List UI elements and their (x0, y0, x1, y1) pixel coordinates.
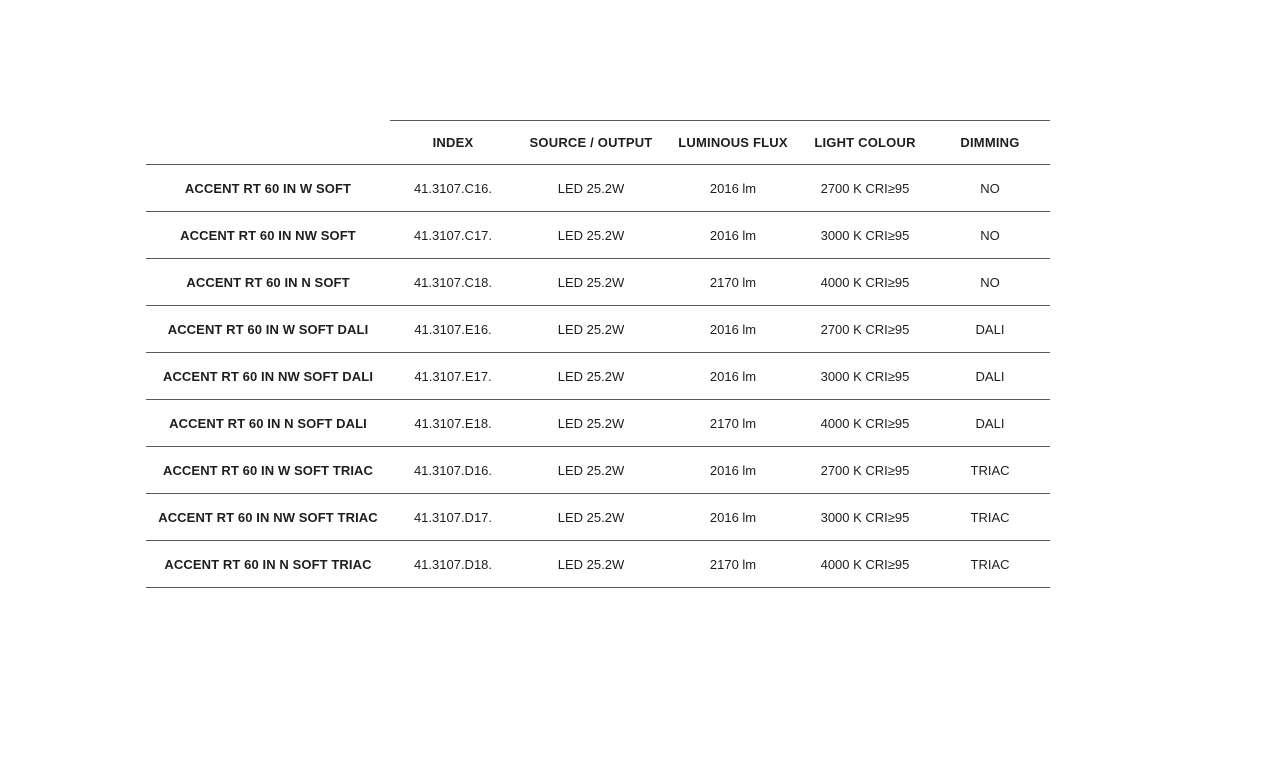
cell-source: LED 25.2W (516, 165, 666, 212)
cell-index: 41.3107.D16. (390, 447, 516, 494)
cell-source: LED 25.2W (516, 494, 666, 541)
table-row (146, 400, 1050, 447)
table-row (146, 212, 1050, 259)
cell-flux: 2016 lm (666, 353, 800, 400)
product-name: ACCENT RT 60 IN NW SOFT TRIAC (146, 494, 390, 541)
cell-colour: 3000 K CRI≥95 (800, 212, 930, 259)
cell-index: 41.3107.D17. (390, 494, 516, 541)
spec-table-container (146, 120, 1050, 588)
cell-dimming: NO (930, 259, 1050, 306)
cell-colour: 4000 K CRI≥95 (800, 541, 930, 588)
product-name: ACCENT RT 60 IN W SOFT (146, 165, 390, 212)
cell-flux: 2016 lm (666, 212, 800, 259)
cell-flux: 2016 lm (666, 447, 800, 494)
product-name: ACCENT RT 60 IN N SOFT DALI (146, 400, 390, 447)
cell-index: 41.3107.D18. (390, 541, 516, 588)
cell-dimming: TRIAC (930, 447, 1050, 494)
cell-flux: 2170 lm (666, 541, 800, 588)
table-row (146, 494, 1050, 541)
product-name: ACCENT RT 60 IN W SOFT TRIAC (146, 447, 390, 494)
cell-source: LED 25.2W (516, 447, 666, 494)
cell-colour: 4000 K CRI≥95 (800, 259, 930, 306)
cell-index: 41.3107.C16. (390, 165, 516, 212)
table-row (146, 353, 1050, 400)
cell-source: LED 25.2W (516, 541, 666, 588)
product-name: ACCENT RT 60 IN NW SOFT (146, 212, 390, 259)
cell-colour: 2700 K CRI≥95 (800, 165, 930, 212)
col-header-flux: LUMINOUS FLUX (666, 121, 800, 165)
product-spec-table (146, 120, 1050, 588)
cell-source: LED 25.2W (516, 400, 666, 447)
cell-colour: 2700 K CRI≥95 (800, 447, 930, 494)
cell-dimming: NO (930, 212, 1050, 259)
col-header-dimming: DIMMING (930, 121, 1050, 165)
cell-colour: 2700 K CRI≥95 (800, 306, 930, 353)
col-header-source: SOURCE / OUTPUT (516, 121, 666, 165)
cell-flux: 2170 lm (666, 259, 800, 306)
col-header-index: INDEX (390, 121, 516, 165)
cell-colour: 4000 K CRI≥95 (800, 400, 930, 447)
cell-dimming: TRIAC (930, 541, 1050, 588)
cell-index: 41.3107.C17. (390, 212, 516, 259)
table-row (146, 259, 1050, 306)
product-name: ACCENT RT 60 IN N SOFT TRIAC (146, 541, 390, 588)
cell-dimming: NO (930, 165, 1050, 212)
cell-source: LED 25.2W (516, 353, 666, 400)
cell-index: 41.3107.E18. (390, 400, 516, 447)
table-row (146, 306, 1050, 353)
header-spacer-cell (146, 121, 390, 165)
product-name: ACCENT RT 60 IN NW SOFT DALI (146, 353, 390, 400)
cell-flux: 2016 lm (666, 494, 800, 541)
col-header-colour: LIGHT COLOUR (800, 121, 930, 165)
cell-index: 41.3107.E17. (390, 353, 516, 400)
cell-dimming: DALI (930, 306, 1050, 353)
cell-dimming: DALI (930, 353, 1050, 400)
table-row (146, 447, 1050, 494)
table-row (146, 165, 1050, 212)
cell-dimming: TRIAC (930, 494, 1050, 541)
product-name: ACCENT RT 60 IN N SOFT (146, 259, 390, 306)
cell-flux: 2016 lm (666, 165, 800, 212)
cell-flux: 2170 lm (666, 400, 800, 447)
table-row (146, 541, 1050, 588)
cell-source: LED 25.2W (516, 306, 666, 353)
cell-flux: 2016 lm (666, 306, 800, 353)
cell-source: LED 25.2W (516, 259, 666, 306)
cell-source: LED 25.2W (516, 212, 666, 259)
header-row (146, 121, 1050, 165)
cell-colour: 3000 K CRI≥95 (800, 494, 930, 541)
product-name: ACCENT RT 60 IN W SOFT DALI (146, 306, 390, 353)
cell-dimming: DALI (930, 400, 1050, 447)
cell-index: 41.3107.E16. (390, 306, 516, 353)
cell-colour: 3000 K CRI≥95 (800, 353, 930, 400)
cell-index: 41.3107.C18. (390, 259, 516, 306)
